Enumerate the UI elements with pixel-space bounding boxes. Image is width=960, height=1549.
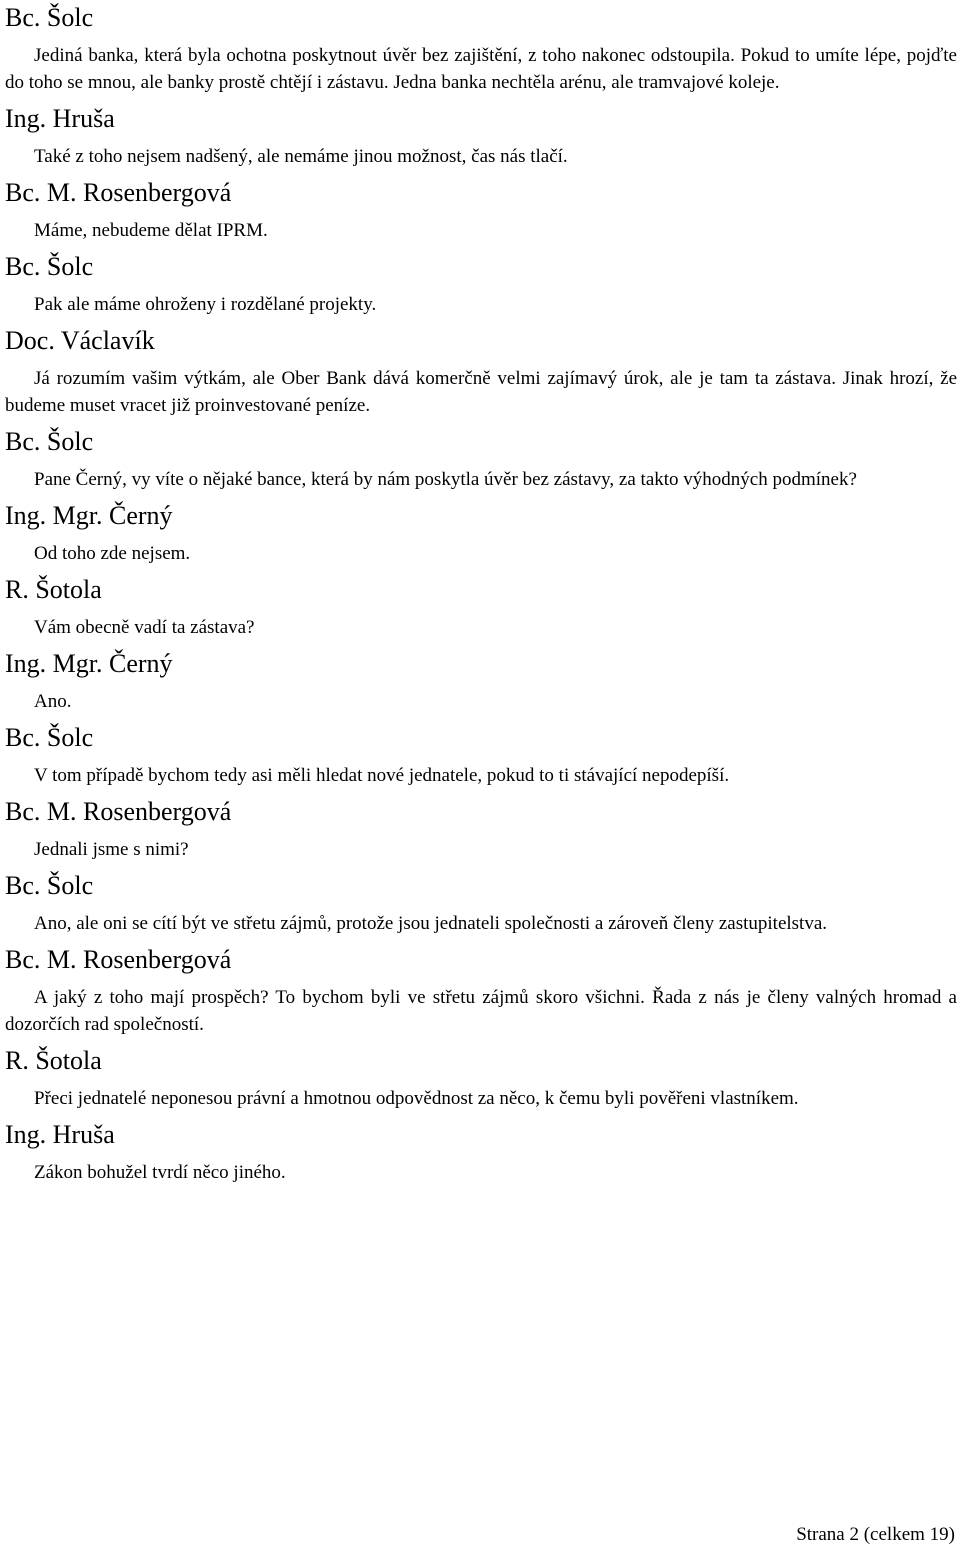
speaker-name: Doc. Václavík [5, 326, 155, 355]
speech-text: Zákon bohužel tvrdí něco jiného. [34, 1162, 286, 1183]
entry [5, 1046, 957, 1112]
entry [5, 649, 957, 715]
speaker-name: Bc. Šolc [5, 871, 94, 900]
speaker-name: Ing. Hruša [5, 1120, 115, 1149]
speech-text: Pak ale máme ohroženy i rozdělané projekty. [34, 294, 377, 315]
speech-text: Jediná banka, která byla ochotna poskytnout úvěr bez zajištění, z toho nakonec odstoupila. Pokud to umíte lépe, pojďte do toho se mnou, ale banky prostě chtějí i zástavu. Jedna banka nechtěla arénu, ale tramvajové koleje. [5, 45, 957, 93]
entry [5, 575, 957, 641]
entry [5, 178, 957, 244]
entry [5, 1120, 957, 1186]
entry [5, 945, 957, 1038]
speech-text: V tom případě bychom tedy asi měli hledat nové jednatele, pokud to ti stávající nepodepíší. [34, 765, 730, 786]
speech-text: Já rozumím vašim výtkám, ale Ober Bank dává komerčně velmi zajímavý úrok, ale je tam ta zástava. Jinak hrozí, že budeme muset vracet již proinvestované peníze. [5, 368, 957, 416]
speech-text: Od toho zde nejsem. [34, 543, 191, 564]
speaker-name: Ing. Mgr. Černý [5, 501, 173, 530]
speaker-name: R. Šotola [5, 575, 102, 604]
speech-text: Ano, ale oni se cítí být ve střetu zájmů, protože jsou jednateli společnosti a zároveň členy zastupitelstva. [34, 913, 828, 934]
speech-text: Jednali jsme s nimi? [34, 839, 189, 860]
speaker-name: Bc. Šolc [5, 723, 94, 752]
speaker-name: Ing. Hruša [5, 104, 115, 133]
entry [5, 326, 957, 419]
entry [5, 427, 957, 493]
speech-text: Pane Černý, vy víte o nějaké bance, která by nám poskytla úvěr bez zástavy, za takto výhodných podmínek? [34, 469, 857, 490]
speaker-name: Bc. M. Rosenbergová [5, 178, 232, 207]
speaker-name: R. Šotola [5, 1046, 102, 1075]
entry [5, 252, 957, 318]
entry [5, 797, 957, 863]
entry [5, 723, 957, 789]
entry [5, 3, 957, 96]
speaker-name: Bc. Šolc [5, 3, 94, 32]
speech-text: A jaký z toho mají prospěch? To bychom byli ve střetu zájmů skoro všichni. Řada z nás je členy valných hromad a dozorčích rad společností. [5, 987, 957, 1035]
speech-text: Vám obecně vadí ta zástava? [34, 617, 255, 638]
page-number: Strana 2 (celkem 19) [796, 1524, 955, 1545]
speaker-name: Bc. Šolc [5, 252, 94, 281]
entry [5, 871, 957, 937]
speech-text: Přeci jednatelé neponesou právní a hmotnou odpovědnost za něco, k čemu byli pověřeni vlastníkem. [34, 1088, 799, 1109]
speaker-name: Bc. Šolc [5, 427, 94, 456]
transcript-page [5, 0, 957, 1194]
speech-text: Máme, nebudeme dělat IPRM. [34, 220, 268, 241]
speaker-name: Ing. Mgr. Černý [5, 649, 173, 678]
speaker-name: Bc. M. Rosenbergová [5, 797, 232, 826]
entry [5, 104, 957, 170]
speech-text: Také z toho nejsem nadšený, ale nemáme jinou možnost, čas nás tlačí. [34, 146, 568, 167]
speech-text: Ano. [34, 691, 72, 712]
entry [5, 501, 957, 567]
speaker-name: Bc. M. Rosenbergová [5, 945, 232, 974]
